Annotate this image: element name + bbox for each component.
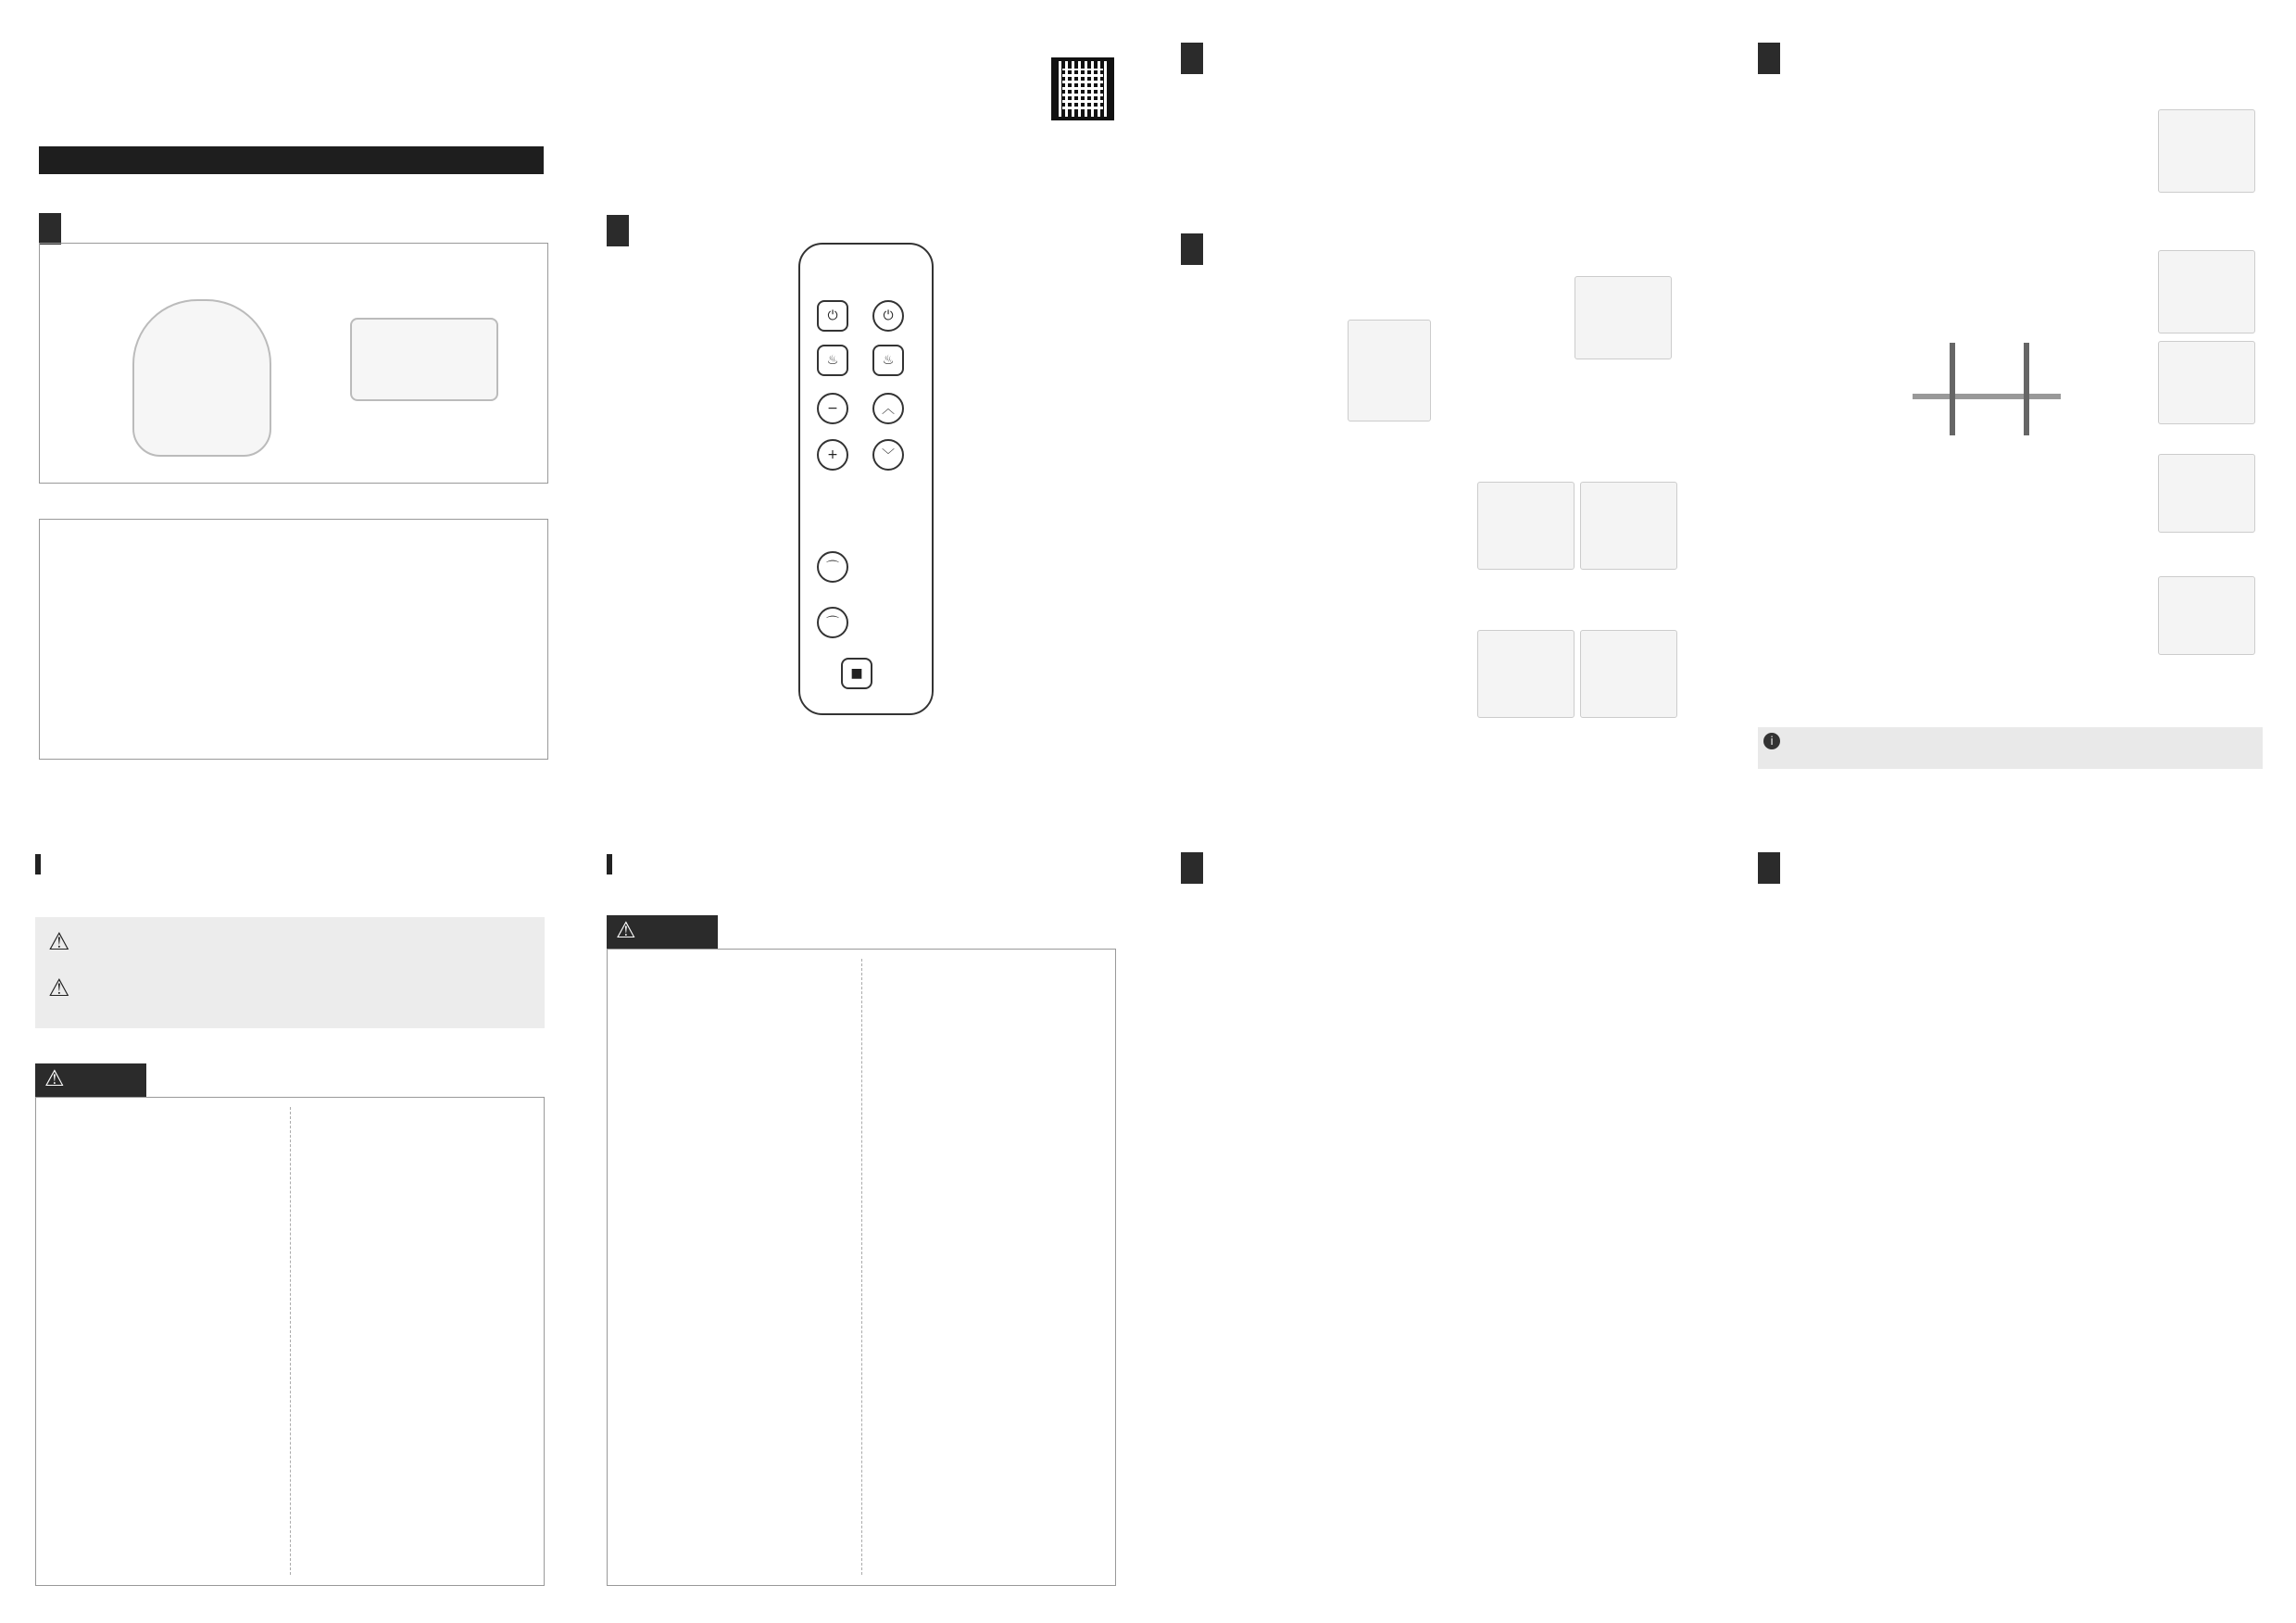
bidet-illustration-2 <box>350 318 498 401</box>
info-icon: i <box>1763 733 1780 749</box>
note-box <box>1758 727 2263 769</box>
wash-move-button[interactable]: ⌒ <box>817 607 848 638</box>
warn-divider <box>290 1107 291 1575</box>
step5-image <box>2158 250 2255 333</box>
step7-image <box>2158 576 2255 655</box>
step4-image <box>2158 109 2255 193</box>
water-temp-button[interactable]: ♨ <box>872 345 904 376</box>
warn-title-bar: ⚠ <box>35 1063 146 1097</box>
seat-temp-button[interactable]: ♨ <box>817 345 848 376</box>
bidet-move-button[interactable]: ⌒ <box>817 551 848 583</box>
stop-button[interactable]: ■ <box>841 658 872 689</box>
bolt-diagram <box>1913 343 2061 445</box>
step2-image-a <box>1477 482 1575 570</box>
preinstall-heading <box>1181 43 1203 74</box>
nozzle-up-button[interactable]: ︿ <box>872 393 904 424</box>
step6-image <box>2158 454 2255 533</box>
step3-image-a <box>1477 630 1575 718</box>
bidet-illustration <box>132 299 271 457</box>
caution-divider <box>861 959 862 1575</box>
body-parts-box <box>39 243 548 484</box>
step2-image-b <box>1580 482 1677 570</box>
safety-heading-1 <box>35 854 48 877</box>
caution-title-bar: ⚠ <box>607 915 718 949</box>
adapter-illustration <box>1348 320 1431 421</box>
pressure-down-button[interactable]: − <box>817 393 848 424</box>
install-heading-2 <box>1758 43 1780 74</box>
qr-code <box>1051 57 1114 120</box>
accessories-box <box>39 519 548 760</box>
controls-heading <box>607 215 629 246</box>
nozzle-down-button[interactable]: ﹀ <box>872 439 904 471</box>
power-save-button[interactable]: ⏻ <box>817 300 848 332</box>
as-heading <box>1758 852 1780 884</box>
features-heading <box>1181 852 1203 884</box>
step5-image-2 <box>2158 341 2255 424</box>
parts-heading <box>39 213 61 245</box>
install-heading <box>1181 233 1203 265</box>
caution-icon: ⚠ <box>48 975 70 1002</box>
manual-title-bar <box>39 146 544 174</box>
power-button[interactable]: ⏻ <box>872 300 904 332</box>
pressure-up-button[interactable]: + <box>817 439 848 471</box>
safety-heading-2 <box>607 854 620 877</box>
step3-image-b <box>1580 630 1677 718</box>
step1-image <box>1575 276 1672 359</box>
warning-icon: ⚠ <box>48 928 70 956</box>
warn-legend-box <box>35 917 545 1028</box>
